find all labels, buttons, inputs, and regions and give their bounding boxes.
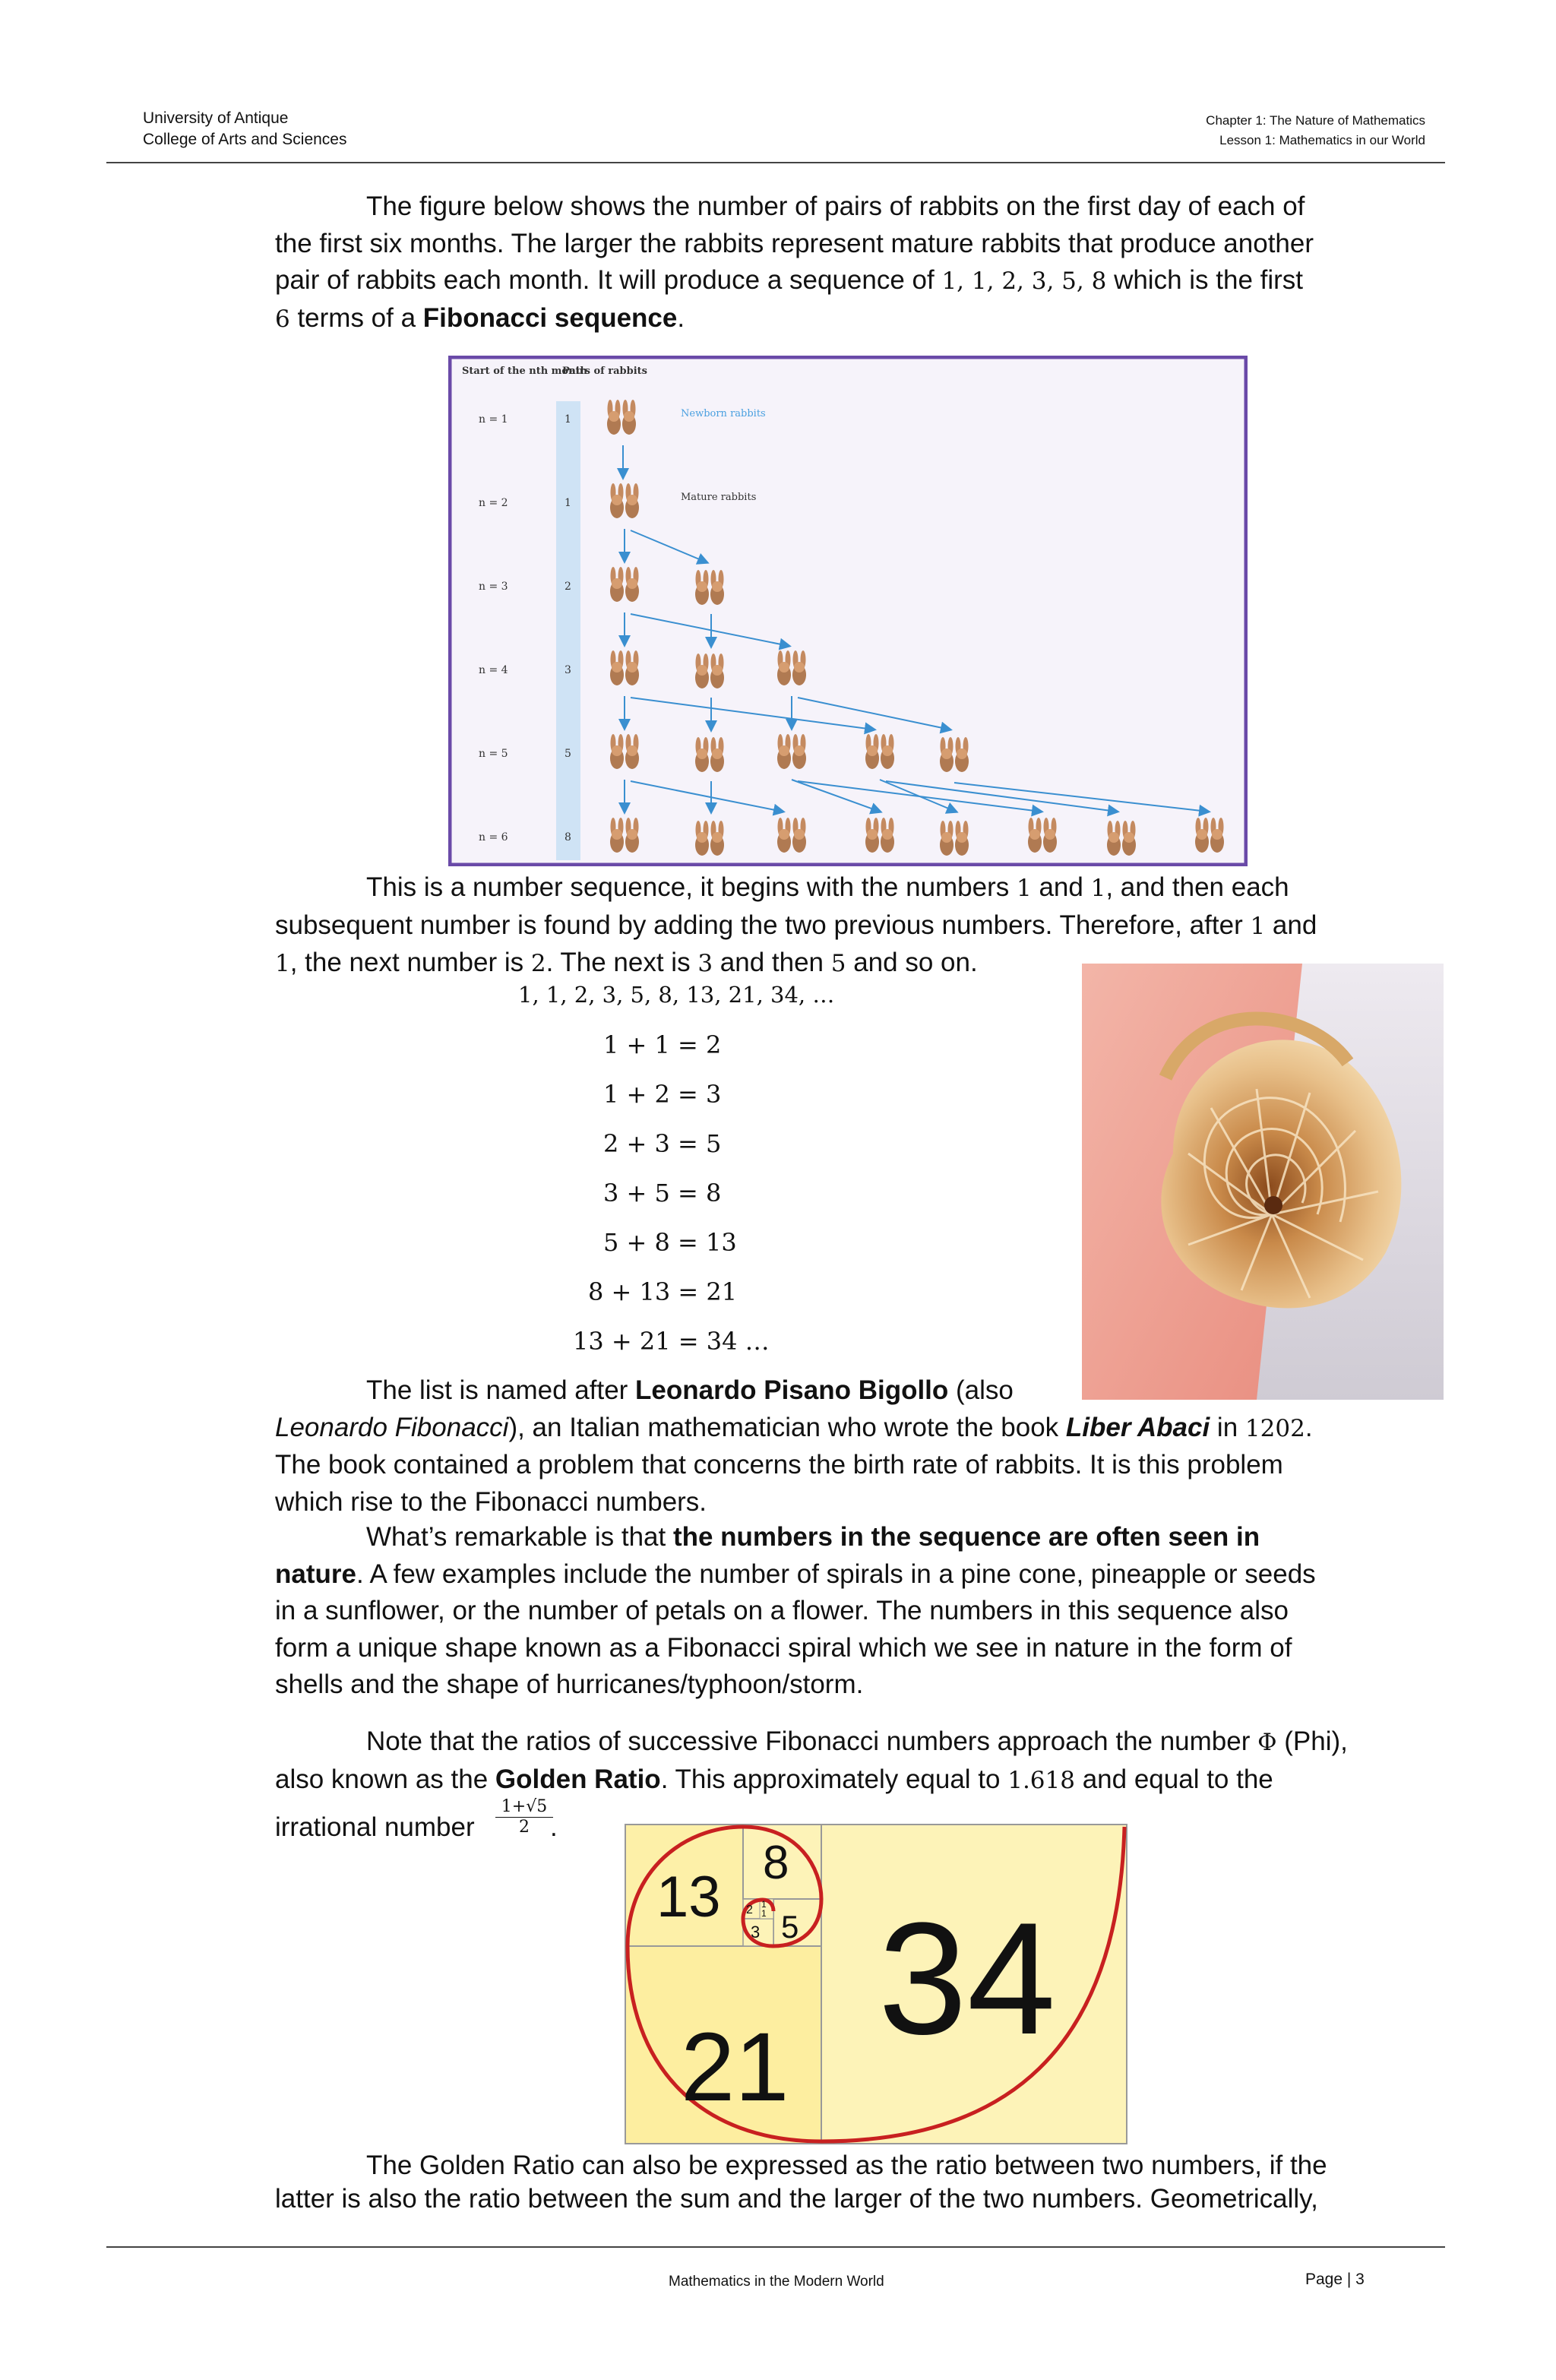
equation-4: 3 + 5 = 8 xyxy=(603,1179,722,1207)
footer-course: Mathematics in the Modern World xyxy=(669,2274,884,2290)
p2-line1b: and xyxy=(1031,872,1091,902)
nautilus-shell-image xyxy=(1082,964,1444,1400)
pairs-count-5: 5 xyxy=(565,748,571,760)
pairs-count-3: 2 xyxy=(565,581,571,593)
equation-7: 13 + 21 = 34 … xyxy=(573,1327,770,1356)
lesson-title: Lesson 1: Mathematics in our World xyxy=(1219,133,1425,147)
p6-line1: The Golden Ratio can also be expressed as the ratio between two numbers, if the xyxy=(366,2151,1327,2180)
p2-line2a: subsequent number is found by adding the two previous numbers. Therefore, after xyxy=(275,910,1251,940)
p2-num: 2 xyxy=(530,950,546,977)
square-label-34: 34 xyxy=(878,1889,1056,2068)
p3-line2c: . xyxy=(1305,1412,1313,1442)
golden-fraction xyxy=(495,1797,553,1837)
p5-line2c: and equal to the xyxy=(1074,1764,1273,1794)
p3-line2b: in xyxy=(1210,1412,1245,1442)
pairs-column-bg xyxy=(556,401,580,860)
col-month-header: Start of the nth month xyxy=(462,366,588,377)
square-label-1a: 1 xyxy=(761,1899,767,1910)
paragraph-history xyxy=(275,1372,1430,1521)
p5-line1a: Note that the ratios of successive Fibonacci numbers approach the number xyxy=(366,1726,1258,1756)
footer-rule xyxy=(106,2246,1445,2248)
p2-num: 3 xyxy=(697,950,713,977)
header-right xyxy=(1206,111,1425,150)
p4-line3: in a sunflower, or the number of petals on a flower. The numbers in this sequence also xyxy=(275,1596,1289,1625)
p1-line1: The figure below shows the number of pairs of rabbits on the first day of each of xyxy=(366,191,1305,221)
fraction-denominator: 2 xyxy=(519,1818,530,1837)
equation-6: 8 + 13 = 21 xyxy=(588,1277,738,1306)
p2-line3c: and then xyxy=(713,948,831,977)
p1-line3a: pair of rabbits each month. It will produce a sequence of xyxy=(275,265,942,295)
book-title: Liber Abaci xyxy=(1065,1412,1210,1442)
row-label-3: n = 3 xyxy=(479,581,508,593)
pairs-count-1: 1 xyxy=(565,413,571,426)
fibonacci-full-name: Leonardo Pisano Bigollo xyxy=(635,1375,949,1405)
fibonacci-short-name: Leonardo Fibonacci xyxy=(275,1412,509,1442)
p6-line2: latter is also the ratio between the sum and the larger of the two numbers. Geometrically, xyxy=(275,2184,1318,2214)
square-label-13: 13 xyxy=(656,1865,721,1929)
label-mature: Mature rabbits xyxy=(681,492,757,503)
pairs-count-2: 1 xyxy=(565,497,571,509)
p3-line3: The book contained a problem that concerns the birth rate of rabbits. It is this problem xyxy=(275,1450,1283,1480)
p5-line2b: . This approximately equal to xyxy=(660,1764,1008,1794)
phi-symbol: Φ xyxy=(1257,1729,1277,1756)
pairs-count-6: 8 xyxy=(565,831,571,843)
row-label-5: n = 5 xyxy=(479,748,508,760)
p5-line3b: . xyxy=(550,1812,558,1842)
golden-spiral-figure xyxy=(625,1824,1127,2144)
p4-bold1: the numbers in the sequence are often seen in xyxy=(672,1522,1260,1552)
book-year: 1202 xyxy=(1244,1414,1305,1442)
p5-line3: irrational number xyxy=(275,1812,475,1842)
equation-1: 1 + 1 = 2 xyxy=(603,1030,722,1059)
p1-line3b: which is the first xyxy=(1106,265,1304,295)
p1-six: 6 xyxy=(275,305,290,333)
p3-line1b: (also xyxy=(948,1375,1014,1405)
p4-bold2: nature xyxy=(275,1559,356,1589)
college-name: College of Arts and Sciences xyxy=(143,131,347,148)
paragraph-golden-definition xyxy=(275,2149,1430,2216)
p5-line2a: also known as the xyxy=(275,1764,495,1794)
row-label-4: n = 4 xyxy=(479,664,508,676)
chapter-title: Chapter 1: The Nature of Mathematics xyxy=(1206,113,1425,128)
p1-line4b: . xyxy=(677,302,685,333)
header-left xyxy=(143,108,347,150)
p2-line2b: and xyxy=(1265,910,1317,940)
p2-num: 1 xyxy=(1017,875,1032,902)
square-label-5: 5 xyxy=(781,1909,799,1945)
p2-num: 1 xyxy=(1250,912,1266,940)
p3-line4: which rise to the Fibonacci numbers. xyxy=(275,1486,707,1517)
golden-ratio-term: Golden Ratio xyxy=(495,1764,661,1794)
p2-num: 1 xyxy=(1090,875,1106,902)
paragraph-intro xyxy=(275,188,1430,337)
p2-line3a: , the next number is xyxy=(289,948,531,977)
label-newborn: Newborn rabbits xyxy=(681,408,766,419)
p2-line3b: . The next is xyxy=(546,948,698,977)
p2-line1a: This is a number sequence, it begins with the numbers xyxy=(366,872,1017,902)
square-label-21: 21 xyxy=(681,2013,789,2122)
p4-line1a: What’s remarkable is that xyxy=(366,1522,673,1552)
col-pairs-header: Pairs of rabbits xyxy=(562,366,647,377)
square-label-1b: 1 xyxy=(761,1908,767,1919)
p2-num: 5 xyxy=(830,950,846,977)
p1-line4a: terms of a xyxy=(289,302,423,333)
fibonacci-term: Fibonacci sequence xyxy=(422,302,678,333)
golden-ratio-value: 1.618 xyxy=(1007,1766,1075,1794)
footer-page-number: Page | 3 xyxy=(1305,2271,1365,2288)
row-label-2: n = 2 xyxy=(479,497,508,509)
fraction-numerator: 1+√5 xyxy=(495,1797,553,1818)
equation-3: 2 + 3 = 5 xyxy=(603,1129,722,1158)
p3-line2a: ), an Italian mathematician who wrote the book xyxy=(508,1412,1066,1442)
rabbit-pairs-figure xyxy=(448,356,1248,866)
p1-line2: the first six months. The larger the rabbits represent mature rabbits that produce another xyxy=(275,228,1314,258)
p4-line2: . A few examples include the number of spirals in a pine cone, pineapple or seeds xyxy=(356,1559,1316,1589)
header-rule xyxy=(106,162,1445,163)
row-label-1: n = 1 xyxy=(479,413,508,426)
p2-num: 1 xyxy=(275,950,290,977)
row-label-6: n = 6 xyxy=(479,831,508,843)
p2-line3d: and so on. xyxy=(846,948,978,977)
university-name: University of Antique xyxy=(143,109,289,127)
pairs-count-4: 3 xyxy=(565,664,571,676)
equation-5: 5 + 8 = 13 xyxy=(603,1228,737,1257)
paragraph-nature xyxy=(275,1519,1430,1704)
p4-line5: shells and the shape of hurricanes/typhoon/storm. xyxy=(275,1669,864,1699)
square-label-2: 2 xyxy=(746,1904,753,1916)
p1-sequence: 1, 1, 2, 3, 5, 8 xyxy=(941,267,1107,295)
square-label-3: 3 xyxy=(751,1923,761,1942)
p3-line1a: The list is named after xyxy=(366,1375,636,1405)
p2-line1c: , and then each xyxy=(1105,872,1289,902)
p5-line1b: (Phi), xyxy=(1276,1726,1348,1756)
fibonacci-sequence: 1, 1, 2, 3, 5, 8, 13, 21, 34, … xyxy=(518,982,835,1008)
p4-line4: form a unique shape known as a Fibonacci spiral which we see in nature in the form of xyxy=(275,1632,1292,1663)
square-label-8: 8 xyxy=(763,1837,789,1889)
equation-2: 1 + 2 = 3 xyxy=(603,1080,722,1109)
